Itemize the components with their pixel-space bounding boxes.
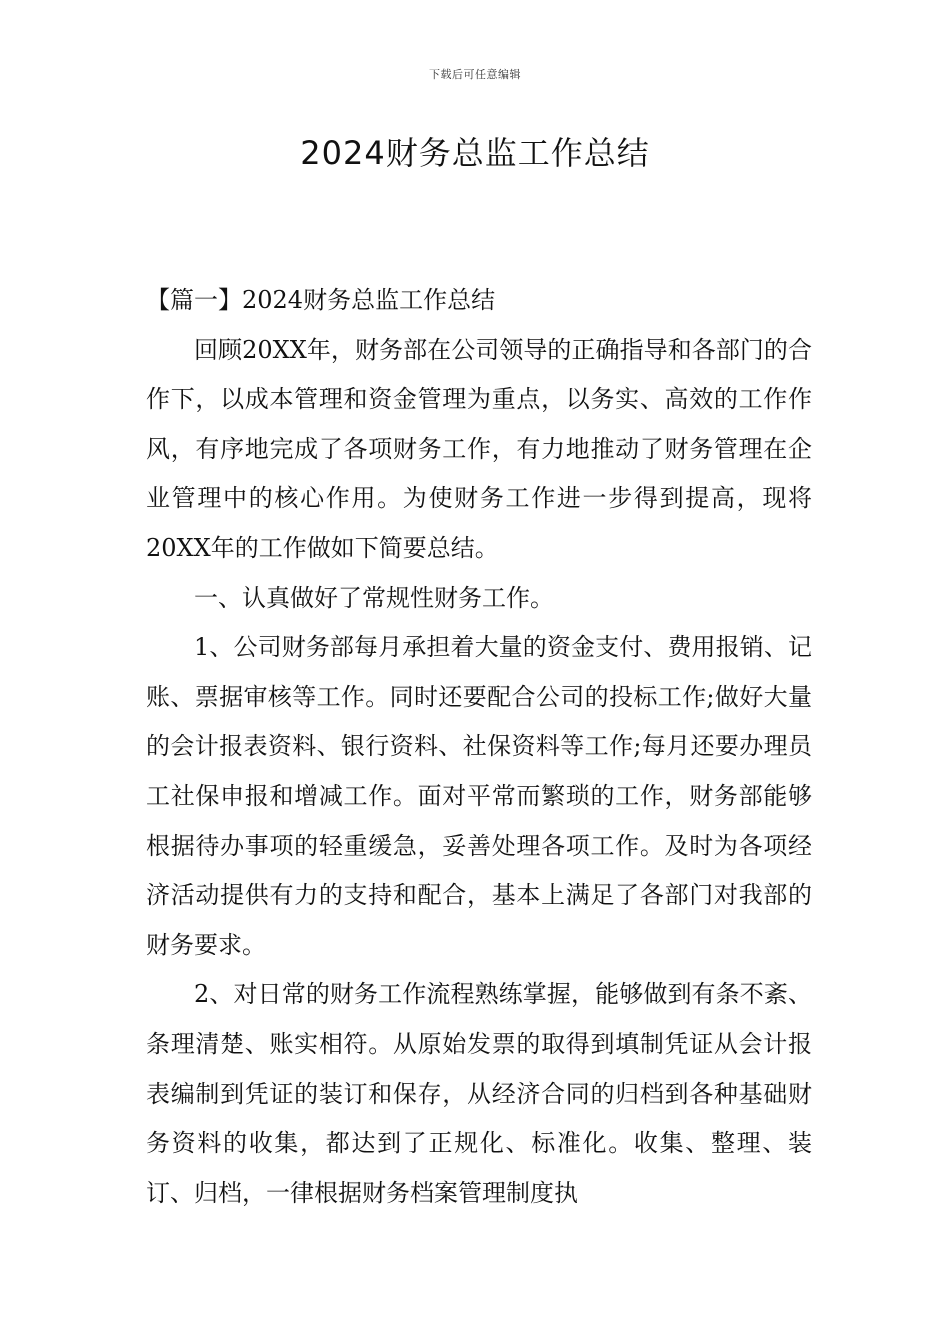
paragraph-item-2: 2、对日常的财务工作流程熟练掌握，能够做到有条不紊、条理清楚、账实相符。从原始发票的取得到填制凭证从会计报表编制到凭证的装订和保存，从经济合同的归档到各种基础财务资料的收集，都达到了正规化、标准化。收集、整理、装订、归档，一律根据财务档案管理制度执	[146, 980, 812, 1207]
paragraph-intro: 回顾20XX年，财务部在公司领导的正确指导和各部门的合作下，以成本管理和资金管理为重点，以务实、高效的工作作风，有序地完成了各项财务工作，有力地推动了财务管理在企业管理中的核心作用。为使财务工作进一步得到提高，现将20XX年的工作做如下简要总结。	[146, 335, 812, 562]
paragraph-heading-one: 一、认真做好了常规性财务工作。	[194, 583, 554, 612]
header-note: 下载后可任意编辑	[429, 68, 521, 81]
paragraph-item-1: 1、公司财务部每月承担着大量的资金支付、费用报销、记账、票据审核等工作。同时还要配合公司的投标工作;做好大量的会计报表资料、银行资料、社保资料等工作;每月还要办理员工社保申报和增减工作。面对平常而繁琐的工作，财务部能够根据待办事项的轻重缓急，妥善处理各项工作。及时为各项经济活动提供有力的支持和配合，基本上满足了各部门对我部的财务要求。	[146, 633, 812, 959]
document-body	[146, 276, 812, 1218]
section-heading: 【篇一】2024财务总监工作总结	[146, 286, 496, 314]
document-title: 2024财务总监工作总结	[300, 134, 650, 172]
